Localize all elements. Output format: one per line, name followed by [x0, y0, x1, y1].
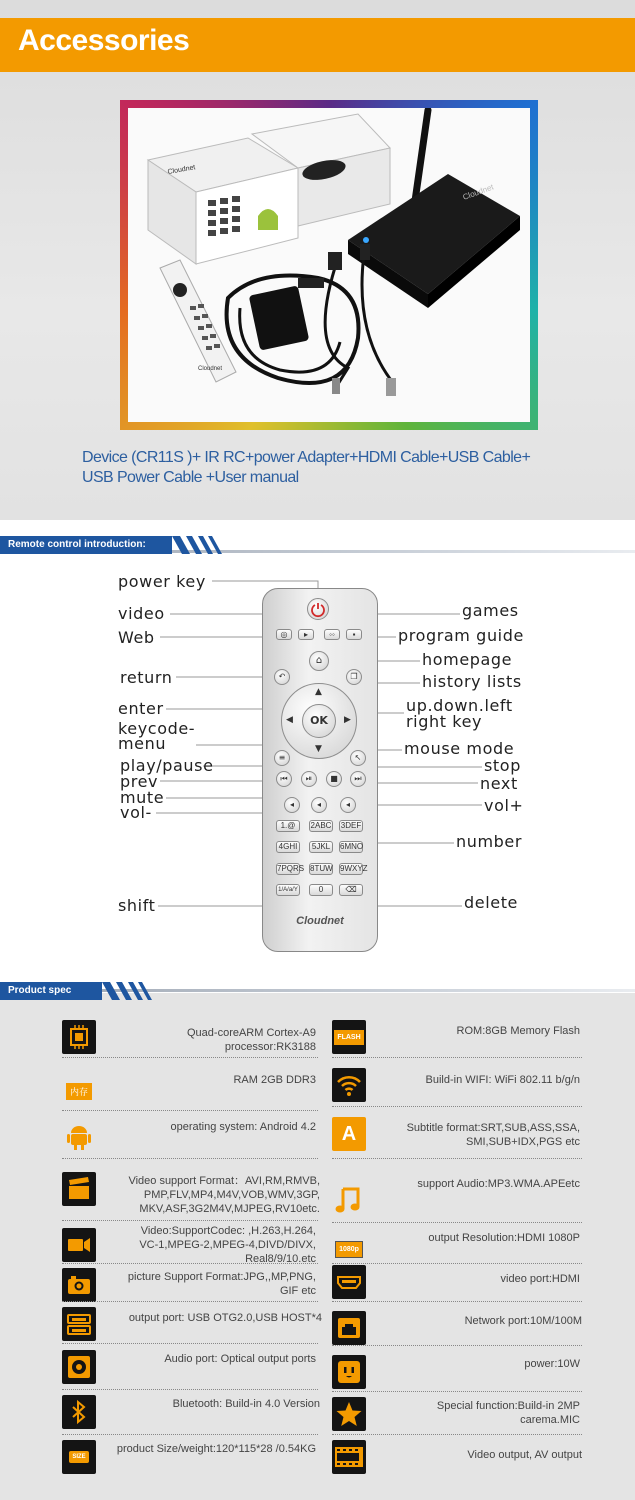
spec-divider [62, 1158, 318, 1159]
numpad-key[interactable]: 0 [309, 884, 333, 896]
spec-line: support Audio:MP3.WMA.APEetc [417, 1178, 580, 1190]
spec-divider [62, 1110, 318, 1111]
size-icon-label: SIZE [69, 1451, 88, 1463]
web-button[interactable] [276, 629, 292, 640]
label-vol-plus: vol+ [484, 796, 524, 815]
label-vol-minus: vol- [120, 803, 152, 822]
spec-os [100, 1120, 316, 1134]
spec-audio-port [100, 1352, 316, 1366]
label-enter: enter [118, 699, 164, 718]
spec-divider [332, 1301, 582, 1302]
wifi-icon [332, 1068, 366, 1102]
spec-divider [62, 1434, 318, 1435]
spec-line: operating system: Android 4.2 [170, 1121, 316, 1133]
label-shift: shift [118, 896, 156, 915]
spec-line: picture Support Format:JPG,,MP,PNG, [127, 1271, 316, 1283]
ram-icon [62, 1074, 96, 1108]
video-camera-icon [62, 1228, 96, 1262]
numpad-key[interactable]: 1.@ [276, 820, 300, 832]
label-power-key: power key [118, 572, 206, 591]
spec-size-weight [100, 1442, 316, 1456]
remote-brand-logo: Cloudnet [296, 915, 344, 927]
ok-button[interactable]: OK [302, 704, 336, 738]
spec-subtitle [372, 1121, 580, 1149]
spec-divider [332, 1222, 582, 1223]
accessories-caption-line-1: Device (CR11S )+ IR RC+power Adapter+HDMI Cable+USB Cable+ [82, 449, 531, 466]
clapper-icon [62, 1172, 96, 1206]
spec-line: PMP,FLV,MP4,M4V,VOB,WMV,3GP, [143, 1189, 320, 1201]
box-brand-label: Cloudnet [167, 164, 196, 176]
label-video: video [118, 604, 165, 623]
hdmi-icon [332, 1265, 366, 1299]
numpad-key[interactable]: 4GHI [276, 841, 300, 853]
network-icon [332, 1311, 366, 1345]
optical-port-icon [62, 1350, 96, 1384]
spec-divider [62, 1389, 318, 1390]
remote-body [262, 588, 378, 952]
spec-section-title: Product spec [0, 982, 102, 1000]
speaker-plus-icon: ◂ [345, 800, 350, 809]
label-keycode: keycode- [118, 719, 196, 738]
numpad-key[interactable]: 6MNO [340, 842, 364, 851]
spec-video-format [100, 1174, 320, 1216]
return-button[interactable] [274, 669, 290, 685]
spec-cpu [100, 1026, 316, 1054]
spec-line: MKV,ASF,3G2M4V,MJPEG,RV10etc. [139, 1203, 320, 1215]
label-menu: menu [118, 734, 167, 753]
spec-audio [372, 1177, 580, 1191]
spec-video-output [372, 1448, 582, 1462]
device-brand-label: Cloudnet [461, 182, 495, 202]
label-delete: delete [464, 893, 519, 912]
android-icon [62, 1119, 96, 1153]
menu-icon: ≡ [278, 753, 286, 762]
spec-divider [62, 1301, 318, 1302]
spec-line: output port: USB OTG2.0,USB HOST*4 [128, 1312, 322, 1324]
label-homepage: homepage [422, 650, 513, 669]
spec-line: power:10W [524, 1358, 580, 1370]
label-web: Web [118, 628, 155, 647]
usb-port-icon [62, 1307, 96, 1341]
return-icon: ↶ [278, 672, 286, 681]
bluetooth-icon [62, 1395, 96, 1429]
spec-line: product Size/weight:120*115*28 /0.54KG [116, 1443, 316, 1455]
spec-line: Real8/9/10.etc [245, 1253, 316, 1265]
accessories-title: Accessories [18, 24, 190, 57]
cursor-icon: ↖ [354, 753, 362, 762]
cpu-icon [62, 1020, 96, 1054]
subtitle-icon-label: A [341, 1122, 357, 1145]
play-pause-button[interactable] [301, 771, 317, 787]
arrow-right-icon[interactable]: ▶ [344, 715, 351, 725]
spec-line: processor:RK3188 [224, 1041, 316, 1053]
spec-line: Video output, AV output [467, 1449, 582, 1461]
play-pause-icon: ⏯ [305, 774, 313, 783]
prev-icon: ⏮ [280, 774, 288, 783]
spec-line: Subtitle format:SRT,SUB,ASS,SSA, [406, 1122, 580, 1134]
spec-bluetooth [100, 1397, 320, 1411]
spec-picture [100, 1270, 316, 1298]
homepage-button[interactable] [309, 651, 329, 671]
label-mute: mute [120, 788, 165, 807]
resolution-icon [332, 1232, 366, 1266]
spec-line: RAM 2GB DDR3 [233, 1074, 316, 1086]
star-icon [332, 1397, 366, 1431]
stop-icon: ■ [330, 774, 338, 783]
spec-output-port [100, 1311, 322, 1325]
label-return: return [120, 668, 173, 687]
product-photo [128, 108, 530, 422]
spec-divider [62, 1057, 318, 1058]
product-photo-illustration [128, 108, 530, 422]
program-guide-button[interactable] [346, 629, 362, 640]
label-program-guide: program guide [398, 626, 524, 645]
flash-icon [332, 1020, 366, 1054]
delete-icon: ⌫ [345, 885, 357, 894]
spec-divider [332, 1263, 582, 1264]
speaker-minus-icon: ◂ [289, 800, 294, 809]
label-stop: stop [484, 756, 521, 775]
home-icon: ⌂ [315, 655, 323, 666]
spec-line: Bluetooth: Build-in 4.0 Version [172, 1398, 320, 1410]
remote-photo-brand-label: Cloudnet [198, 366, 223, 372]
vol-minus-button[interactable] [284, 797, 300, 813]
mouse-mode-button[interactable] [350, 750, 366, 766]
spec-wifi [372, 1073, 580, 1087]
arrow-up-icon[interactable]: ▲ [315, 687, 322, 697]
spec-line: Video:SupportCodec: ,H.263,H.264, [140, 1225, 316, 1237]
label-prev: prev [120, 772, 159, 791]
spec-video-codec [100, 1224, 316, 1266]
spec-divider [62, 1343, 318, 1344]
remote-diagram [0, 555, 635, 970]
spec-divider [332, 1158, 582, 1159]
label-mouse-mode: mouse mode [404, 739, 515, 758]
web-icon: ◎ [280, 630, 288, 639]
games-button[interactable] [324, 629, 340, 640]
spec-divider [62, 1263, 318, 1264]
power-socket-icon [332, 1355, 366, 1389]
flash-icon-label: FLASH [334, 1030, 363, 1045]
power-icon [308, 599, 328, 619]
spec-divider [332, 1434, 582, 1435]
spec-line: Special function:Build-in 2MP [436, 1400, 580, 1412]
remote-section-title: Remote control introduction: [0, 536, 172, 554]
camera-icon [62, 1268, 96, 1302]
games-icon: ◦◦ [329, 630, 335, 639]
history-icon: ❐ [350, 672, 358, 681]
spec-ram [100, 1073, 316, 1087]
spec-line: GIF etc [279, 1285, 316, 1297]
numpad-key[interactable]: 2ABC [310, 821, 332, 830]
spec-divider [332, 1391, 582, 1392]
history-lists-button[interactable] [346, 669, 362, 685]
spec-line: output Resolution:HDMI 1080P [428, 1232, 580, 1244]
power-button[interactable] [307, 598, 329, 620]
spec-divider [332, 1057, 582, 1058]
accessories-caption-line-2: USB Power Cable +User manual [82, 469, 299, 486]
spec-network [372, 1314, 582, 1328]
spec-line: VC-1,MPEG-2,MPEG-4,DIVD/DIVX, [139, 1239, 316, 1251]
numpad-key[interactable]: 3DEF [340, 821, 362, 830]
label-history-lists: history lists [422, 672, 522, 691]
spec-line: carema.MIC [520, 1414, 580, 1426]
next-button[interactable] [350, 771, 366, 787]
spec-line: Quad-coreARM Cortex-A9 [187, 1027, 316, 1039]
spec-divider [62, 1220, 318, 1221]
label-number: number [456, 832, 523, 851]
numpad-key[interactable]: 8TUW [310, 864, 333, 873]
mute-button[interactable] [311, 797, 327, 813]
label-right-key: right key [406, 712, 483, 731]
keycode-menu-button[interactable] [274, 750, 290, 766]
accessories-caption [82, 448, 602, 488]
delete-button[interactable] [339, 884, 363, 896]
spec-divider [332, 1106, 582, 1107]
arrow-left-icon[interactable]: ◀ [286, 715, 293, 725]
spec-line: Audio port: Optical output ports [164, 1353, 316, 1365]
spec-line: Network port:10M/100M [464, 1315, 582, 1327]
label-games: games [462, 601, 519, 620]
grid-icon: ▪ [352, 630, 356, 639]
ram-icon-label: 内存 [66, 1083, 92, 1100]
spec-special-function [372, 1399, 580, 1427]
spec-resolution [372, 1231, 580, 1245]
numpad-key[interactable]: 5JKL [309, 841, 333, 853]
label-play-pause: play/pause [120, 756, 214, 775]
label-up-down-left: up.down.left [406, 696, 513, 715]
spec-line: ROM:8GB Memory Flash [456, 1025, 580, 1037]
numpad-key[interactable]: 7PQRS [277, 864, 305, 873]
spec-line: SMI,SUB+IDX,PGS etc [465, 1136, 580, 1148]
subtitle-icon [332, 1117, 366, 1151]
stop-button[interactable] [326, 771, 342, 787]
size-icon [62, 1440, 96, 1474]
spec-rom [372, 1024, 580, 1038]
numpad-key[interactable]: 9WXYZ [340, 864, 368, 873]
music-icon [332, 1183, 366, 1217]
spec-line: video port:HDMI [500, 1273, 580, 1285]
vol-plus-button[interactable] [340, 797, 356, 813]
next-icon: ⏭ [354, 774, 362, 783]
spec-section-stripes [102, 982, 182, 1000]
arrow-down-icon[interactable]: ▼ [315, 744, 322, 754]
spec-video-port [372, 1272, 580, 1286]
video-icon: ▸ [303, 630, 308, 639]
video-button[interactable] [298, 629, 314, 640]
remote-section-stripes [172, 536, 252, 554]
spec-line: Build-in WIFI: WiFi 802.11 b/g/n [425, 1074, 580, 1086]
spec-divider [332, 1345, 582, 1346]
prev-button[interactable] [276, 771, 292, 787]
resolution-icon-label: 1080p [335, 1241, 363, 1258]
spec-line: Video support Format：AVI,RM,RMVB, [128, 1175, 320, 1187]
speaker-mute-icon: ◂ [316, 800, 321, 809]
spec-power [372, 1357, 580, 1371]
label-next: next [480, 774, 518, 793]
film-icon [332, 1440, 366, 1474]
shift-button[interactable]: 1/A/a/Y [276, 884, 300, 896]
